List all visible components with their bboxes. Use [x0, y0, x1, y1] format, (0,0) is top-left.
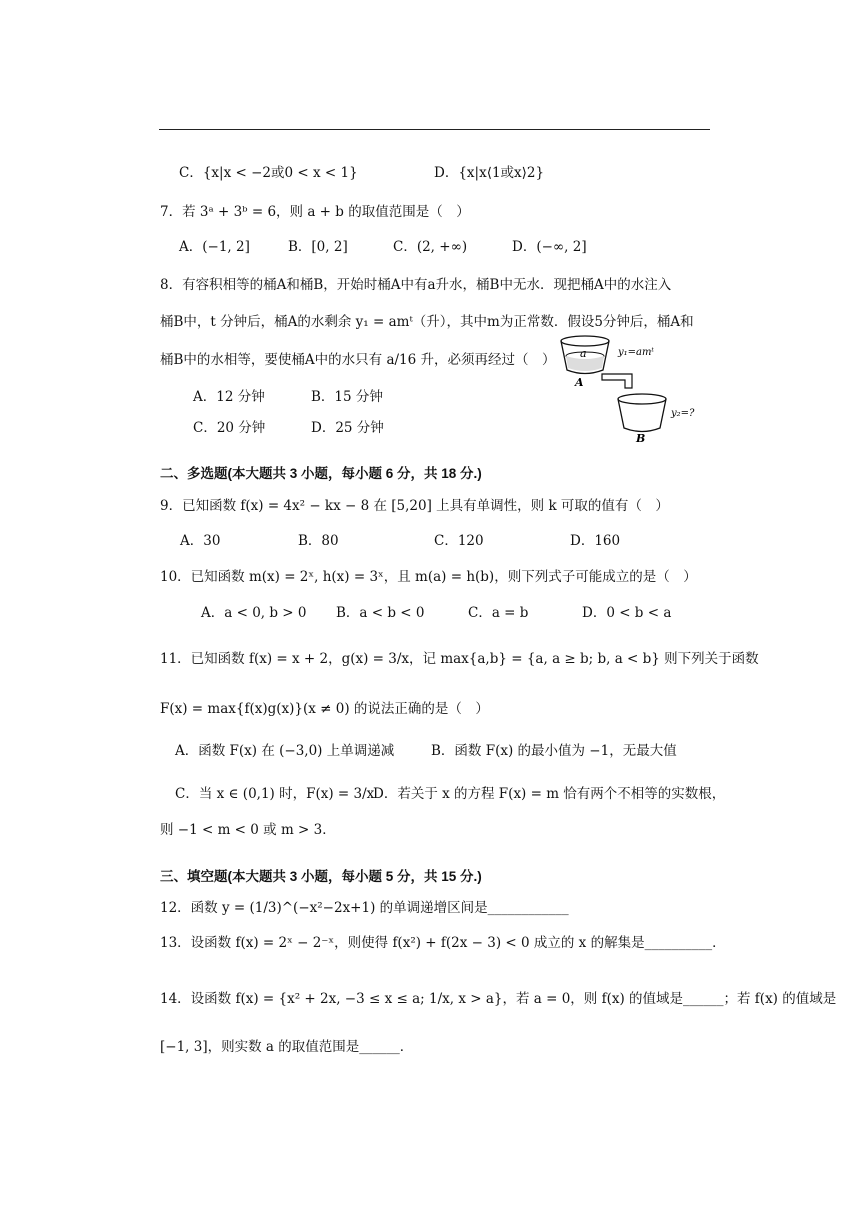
header-rule — [159, 129, 710, 130]
text-line: A．(−1, 2] — [179, 239, 250, 255]
text-line: D．若关于 x 的方程 F(x) = m 恰有两个不相等的实数根， — [373, 786, 726, 802]
text-line: 11．已知函数 f(x) = x + 2，g(x) = 3/x，记 max{a,b} = {a, a ≥ b; b, a < b} 则下列关于函数 — [160, 651, 759, 667]
bucket-a-label: A — [575, 376, 584, 389]
bucket-a-inner: a — [580, 347, 587, 360]
text-line: 7．若 3ᵃ + 3ᵇ = 6，则 a + b 的取值范围是（ ） — [160, 204, 470, 220]
text-line: D．160 — [570, 533, 621, 549]
bucket-a-formula: y₁=amᵗ — [618, 347, 654, 358]
text-line: 8．有容积相等的桶A和桶B，开始时桶A中有a升水，桶B中无水．现把桶A中的水注入 — [160, 277, 672, 293]
text-line: B．[0, 2] — [288, 239, 348, 255]
text-line: 桶B中的水相等，要使桶A中的水只有 a/16 升，必须再经过（ ） — [160, 352, 556, 368]
text-line: C．120 — [434, 533, 484, 549]
text-line: A．a < 0, b > 0 — [201, 605, 307, 621]
text-line: D．0 < b < a — [582, 605, 672, 621]
text-line: 10．已知函数 m(x) = 2ˣ, h(x) = 3ˣ，且 m(a) = h(b)，则下列式子可能成立的是（ ） — [160, 569, 697, 585]
text-line: D．(−∞, 2] — [512, 239, 587, 255]
text-line: 桶B中，t 分钟后，桶A的水剩余 y₁ = amᵗ（升），其中m为正常数．假设5分钟后，桶A和 — [160, 314, 694, 330]
text-line: B．15 分钟 — [311, 389, 383, 405]
text-line: A．函数 F(x) 在 (−3,0) 上单调递减 — [175, 743, 395, 759]
text-line: C．当 x ∈ (0,1) 时，F(x) = 3/x — [175, 786, 375, 802]
text-line: 则 −1 < m < 0 或 m > 3． — [160, 822, 336, 838]
text-line: F(x) = max{f(x)g(x)}(x ≠ 0) 的说法正确的是（ ） — [160, 701, 489, 717]
text-line: C．20 分钟 — [193, 420, 266, 436]
text-line: 12．函数 y = (1/3)^(−x²−2x+1) 的单调递增区间是____________ — [160, 900, 569, 916]
pipe — [602, 374, 632, 388]
text-line: A．12 分钟 — [193, 389, 265, 405]
text-line: D．25 分钟 — [311, 420, 384, 436]
text-line: B．函数 F(x) 的最小值为 −1，无最大值 — [431, 743, 677, 759]
text-line: C．a = b — [468, 605, 529, 621]
bucket-b-formula: y₂=? — [671, 408, 695, 419]
text-line: 13．设函数 f(x) = 2ˣ − 2⁻ˣ，则使得 f(x²) + f(2x − 3) < 0 成立的 x 的解集是__________． — [160, 935, 726, 951]
text-line: 14．设函数 f(x) = {x² + 2x, −3 ≤ x ≤ a; 1/x, x > a}，若 a = 0，则 f(x) 的值域是______；若 f(x) 的值域是 — [160, 991, 837, 1007]
text-line: A．30 — [180, 533, 221, 549]
bucket-figure — [556, 334, 716, 446]
text-line: C．(2, +∞) — [393, 239, 468, 255]
text-line: C．{x|x < −2或0 < x < 1} — [179, 165, 358, 181]
bucket-b — [618, 394, 695, 445]
section-heading: 二、多选题(本大题共 3 小题，每小题 6 分，共 18 分.) — [160, 466, 482, 481]
section-heading: 三、填空题(本大题共 3 小题，每小题 5 分，共 15 分.) — [160, 869, 482, 884]
text-line: D．{x|x⟨1或x⟩2} — [434, 165, 545, 181]
bucket-b-label: B — [636, 432, 646, 445]
text-line: B．a < b < 0 — [336, 605, 425, 621]
text-line: 9．已知函数 f(x) = 4x² − kx − 8 在 [5,20] 上具有单调性，则 k 可取的值有（ ） — [160, 498, 669, 514]
bucket-a — [561, 336, 654, 389]
text-line: B．80 — [298, 533, 339, 549]
text-line: [−1, 3]，则实数 a 的取值范围是______． — [160, 1039, 414, 1055]
